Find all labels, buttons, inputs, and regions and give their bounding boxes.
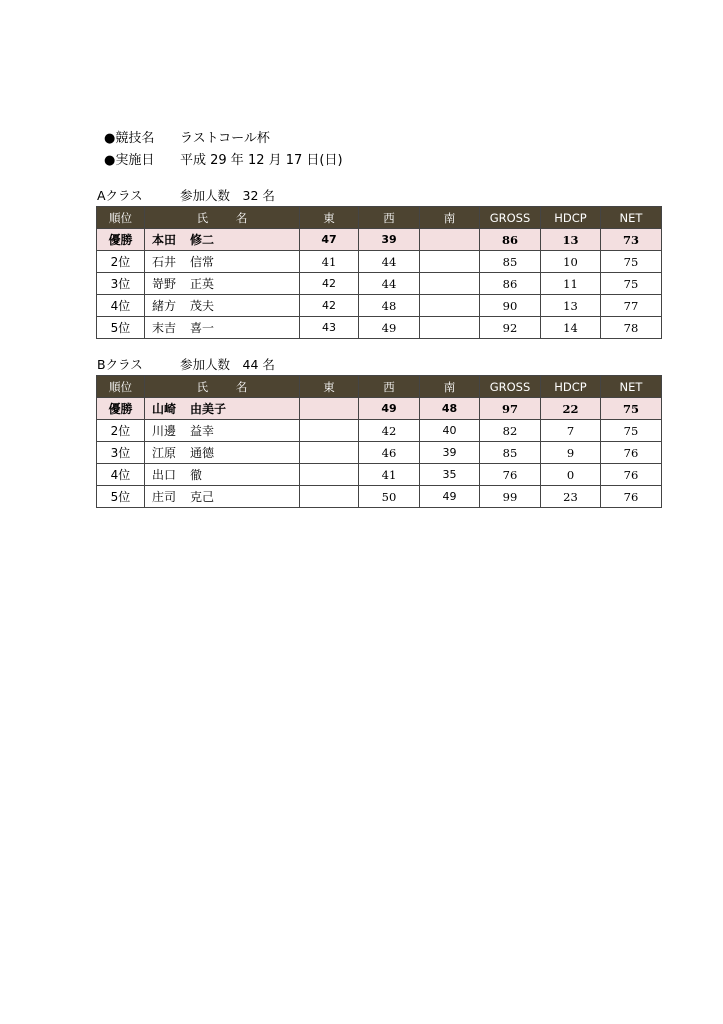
player-first-name: 喜一 [190, 321, 215, 335]
player-name-cell [145, 464, 300, 486]
gross-cell: 97 [480, 398, 541, 420]
player-name-cell [145, 229, 300, 251]
player-last-name: 本田 [152, 233, 177, 247]
player-name-cell [145, 442, 300, 464]
gross-cell: 90 [480, 295, 541, 317]
west-score-cell: 44 [359, 251, 420, 273]
col-south-header: 南 [420, 376, 480, 398]
rank-cell: 優勝 [97, 398, 145, 420]
class-a-results-table [96, 206, 662, 339]
net-cell: 75 [601, 398, 662, 420]
rank-cell: 2位 [97, 251, 145, 273]
hdcp-cell: 11 [541, 273, 601, 295]
player-last-name: 出口 [152, 468, 177, 482]
col-net-header: NET [601, 207, 662, 229]
player-first-name: 益幸 [190, 424, 215, 438]
table-row [97, 398, 662, 420]
west-score-cell: 46 [359, 442, 420, 464]
west-score-cell: 49 [359, 398, 420, 420]
player-name-cell [145, 317, 300, 339]
class-a-name: Aクラス [97, 188, 143, 203]
hdcp-cell: 13 [541, 295, 601, 317]
south-score-cell [420, 295, 480, 317]
table-header-row [97, 376, 662, 398]
col-name-header: 氏 名 [145, 376, 300, 398]
competition-date-line [104, 153, 343, 169]
player-last-name: 江原 [152, 446, 177, 460]
col-west-header: 西 [359, 207, 420, 229]
rank-cell: 3位 [97, 442, 145, 464]
player-first-name: 由美子 [190, 402, 227, 416]
gross-cell: 86 [480, 229, 541, 251]
col-rank-header: 順位 [97, 376, 145, 398]
col-name-header: 氏 名 [145, 207, 300, 229]
south-score-cell [420, 251, 480, 273]
competition-date-label: ●実施日 [104, 153, 155, 168]
south-score-cell: 40 [420, 420, 480, 442]
player-last-name: 石井 [152, 255, 177, 269]
player-last-name: 山崎 [152, 402, 177, 416]
net-cell: 75 [601, 420, 662, 442]
west-score-cell: 49 [359, 317, 420, 339]
west-score-cell: 50 [359, 486, 420, 508]
east-score-cell [300, 420, 359, 442]
hdcp-cell: 13 [541, 229, 601, 251]
south-score-cell: 35 [420, 464, 480, 486]
player-name-cell [145, 251, 300, 273]
player-first-name: 通德 [190, 446, 215, 460]
south-score-cell [420, 317, 480, 339]
east-score-cell [300, 486, 359, 508]
net-cell: 75 [601, 273, 662, 295]
col-net-header: NET [601, 376, 662, 398]
east-score-cell: 47 [300, 229, 359, 251]
gross-cell: 86 [480, 273, 541, 295]
player-last-name: 緒方 [152, 299, 177, 313]
player-first-name: 克己 [190, 490, 215, 504]
gross-cell: 85 [480, 442, 541, 464]
rank-cell: 5位 [97, 486, 145, 508]
player-name-cell [145, 486, 300, 508]
col-east-header: 東 [300, 207, 359, 229]
west-score-cell: 42 [359, 420, 420, 442]
competition-name-value: ラストコール杯 [180, 131, 270, 146]
net-cell: 77 [601, 295, 662, 317]
player-name-cell [145, 273, 300, 295]
net-cell: 76 [601, 442, 662, 464]
east-score-cell: 42 [300, 295, 359, 317]
east-score-cell: 42 [300, 273, 359, 295]
rank-cell: 4位 [97, 464, 145, 486]
player-first-name: 徹 [190, 468, 203, 482]
class-b-name: Bクラス [97, 357, 143, 372]
table-row [97, 464, 662, 486]
class-b-participants: 参加人数 44 名 [180, 357, 275, 372]
net-cell: 76 [601, 464, 662, 486]
west-score-cell: 44 [359, 273, 420, 295]
class-a-participants: 参加人数 32 名 [180, 188, 275, 203]
hdcp-cell: 10 [541, 251, 601, 273]
net-cell: 75 [601, 251, 662, 273]
rank-cell: 優勝 [97, 229, 145, 251]
competition-date-value: 平成 29 年 12 月 17 日(日) [180, 153, 343, 168]
hdcp-cell: 14 [541, 317, 601, 339]
competition-name-line [104, 131, 270, 147]
player-name-cell [145, 295, 300, 317]
south-score-cell: 48 [420, 398, 480, 420]
col-east-header: 東 [300, 376, 359, 398]
east-score-cell [300, 464, 359, 486]
player-last-name: 末吉 [152, 321, 177, 335]
gross-cell: 85 [480, 251, 541, 273]
player-last-name: 庄司 [152, 490, 177, 504]
east-score-cell [300, 442, 359, 464]
south-score-cell [420, 229, 480, 251]
col-gross-header: GROSS [480, 376, 541, 398]
player-last-name: 川邊 [152, 424, 177, 438]
table-row [97, 229, 662, 251]
table-row [97, 420, 662, 442]
player-first-name: 茂夫 [190, 299, 215, 313]
west-score-cell: 41 [359, 464, 420, 486]
player-name-cell [145, 398, 300, 420]
net-cell: 78 [601, 317, 662, 339]
rank-cell: 3位 [97, 273, 145, 295]
class-b-heading [97, 357, 275, 373]
east-score-cell: 43 [300, 317, 359, 339]
west-score-cell: 39 [359, 229, 420, 251]
south-score-cell [420, 273, 480, 295]
table-row [97, 251, 662, 273]
net-cell: 73 [601, 229, 662, 251]
rank-cell: 4位 [97, 295, 145, 317]
net-cell: 76 [601, 486, 662, 508]
table-row [97, 442, 662, 464]
east-score-cell [300, 398, 359, 420]
gross-cell: 76 [480, 464, 541, 486]
table-row [97, 295, 662, 317]
col-gross-header: GROSS [480, 207, 541, 229]
player-first-name: 修二 [190, 233, 215, 247]
player-first-name: 正英 [190, 277, 215, 291]
table-row [97, 317, 662, 339]
hdcp-cell: 0 [541, 464, 601, 486]
hdcp-cell: 7 [541, 420, 601, 442]
player-first-name: 信常 [190, 255, 215, 269]
player-name-cell [145, 420, 300, 442]
table-row [97, 273, 662, 295]
hdcp-cell: 9 [541, 442, 601, 464]
west-score-cell: 48 [359, 295, 420, 317]
player-last-name: 嵜野 [152, 277, 177, 291]
col-west-header: 西 [359, 376, 420, 398]
gross-cell: 99 [480, 486, 541, 508]
gross-cell: 92 [480, 317, 541, 339]
competition-name-label: ●競技名 [104, 131, 155, 146]
class-b-results-table [96, 375, 662, 508]
east-score-cell: 41 [300, 251, 359, 273]
col-south-header: 南 [420, 207, 480, 229]
rank-cell: 2位 [97, 420, 145, 442]
col-hdcp-header: HDCP [541, 376, 601, 398]
table-row [97, 486, 662, 508]
south-score-cell: 39 [420, 442, 480, 464]
col-rank-header: 順位 [97, 207, 145, 229]
rank-cell: 5位 [97, 317, 145, 339]
hdcp-cell: 23 [541, 486, 601, 508]
table-header-row [97, 207, 662, 229]
hdcp-cell: 22 [541, 398, 601, 420]
gross-cell: 82 [480, 420, 541, 442]
class-a-heading [97, 188, 275, 204]
col-hdcp-header: HDCP [541, 207, 601, 229]
south-score-cell: 49 [420, 486, 480, 508]
